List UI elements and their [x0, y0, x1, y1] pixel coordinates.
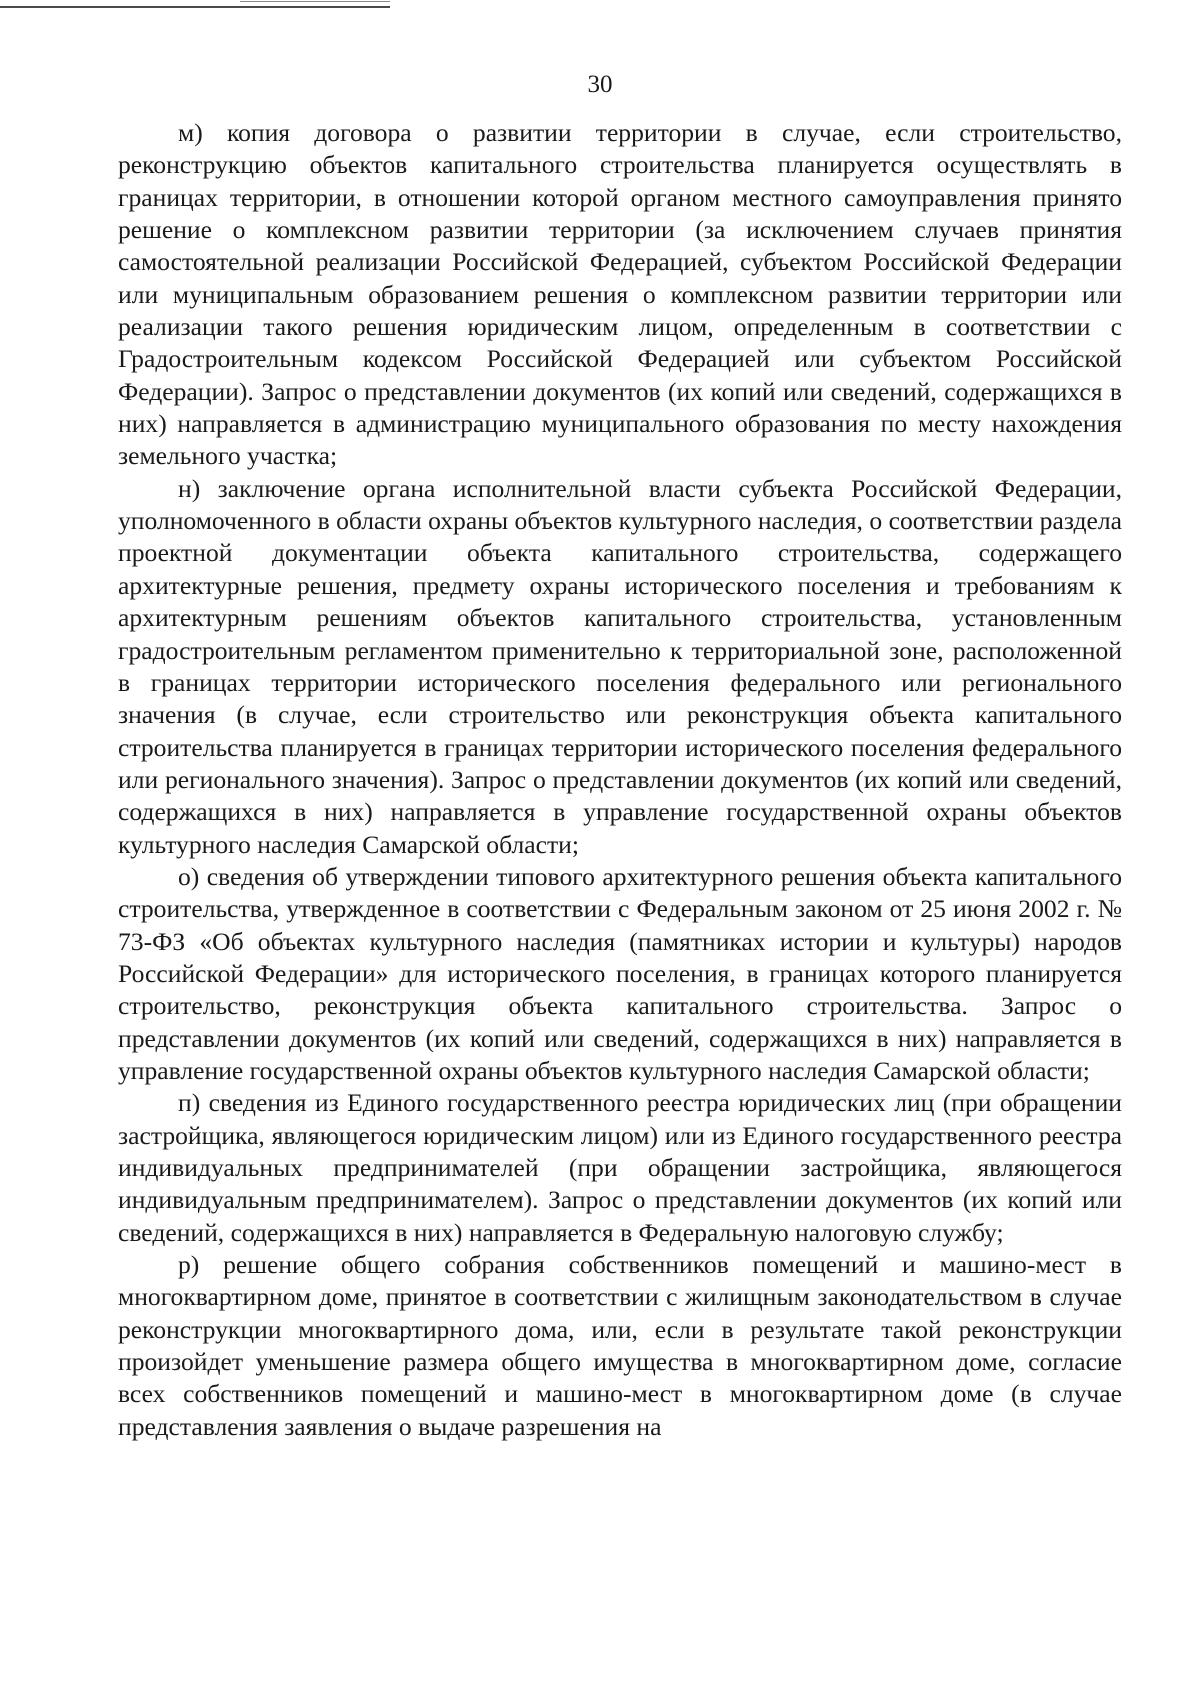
paragraph-o: о) сведения об утверждении типового архитектурного решения объекта капитального строительства, утвержденное в соответствии с Федеральным законом от 25 июня 2002 г. № 73-ФЗ «Об объектах культурного наследия (памятниках истории и культуры) народов Российской Федерации» для исторического поселения, в границах которого планируется строительство, реконструкция объекта капитального строительства. Запрос о представлении документов (их копий или сведений, содержащихся в них) направляется в управление государственной охраны объектов культурного наследия Самарской области; — [118, 861, 1122, 1085]
paragraph-n: н) заключение органа исполнительной власти субъекта Российской Федерации, уполномоченного в области охраны объектов культурного наследия, о соответствии раздела проектной документации объекта капитального строительства, содержащего архитектурные решения, предмету охраны исторического поселения и требованиям к архитектурным решениям объектов капитального строительства, установленным градостроительным регламентом применительно к территориальной зоне, расположенной в границах территории исторического поселения федерального или регионального значения (в случае, если строительство или реконструкция объекта капитального строительства планируется в границах территории исторического поселения федерального или регионального значения). Запрос о представлении документов (их копий или сведений, содержащихся в них) направляется в управление государственной охраны объектов культурного наследия Самарской области; — [118, 473, 1122, 859]
document-body — [118, 117, 1122, 1443]
paragraph-r: р) решение общего собрания собственников помещений и машино-мест в многоквартирном доме, принятое в соответствии с жилищным законодательством в случае реконструкции многоквартирного дома, или, если в результате такой реконструкции произойдет уменьшение размера общего имущества в многоквартирном доме, согласие всех собственников помещений и машино-мест в многоквартирном доме (в случае представления заявления о выдаче разрешения на — [118, 1250, 1122, 1441]
scan-edge-line-faint — [240, 1, 390, 2]
page-number: 30 — [587, 71, 613, 98]
scan-edge-line — [0, 6, 390, 8]
paragraph-p: п) сведения из Единого государственного реестра юридических лиц (при обращении застройщика, являющегося юридическим лицом) или из Единого государственного реестра индивидуальных предпринимателей (при обращении застройщика, являющегося индивидуальным предпринимателем). Запрос о представлении документов (их копий или сведений, содержащихся в них) направляется в Федеральную налоговую службу; — [118, 1088, 1122, 1247]
paragraph-m: м) копия договора о развитии территории в случае, если строительство, реконструкцию объектов капитального строительства планируется осуществлять в границах территории, в отношении которой органом местного самоуправления принято решение о комплексном развитии территории (за исключением случаев принятия самостоятельной реализации Российской Федерацией, субъектом Российской Федерации или муниципальным образованием решения о комплексном развитии территории или реализации такого решения юридическим лицом, определенным в соответствии с Градостроительным кодексом Российской Федерацией или субъектом Российской Федерации). Запрос о представлении документов (их копий или сведений, содержащихся в них) направляется в администрацию муниципального образования по месту нахождения земельного участка; — [118, 118, 1122, 471]
